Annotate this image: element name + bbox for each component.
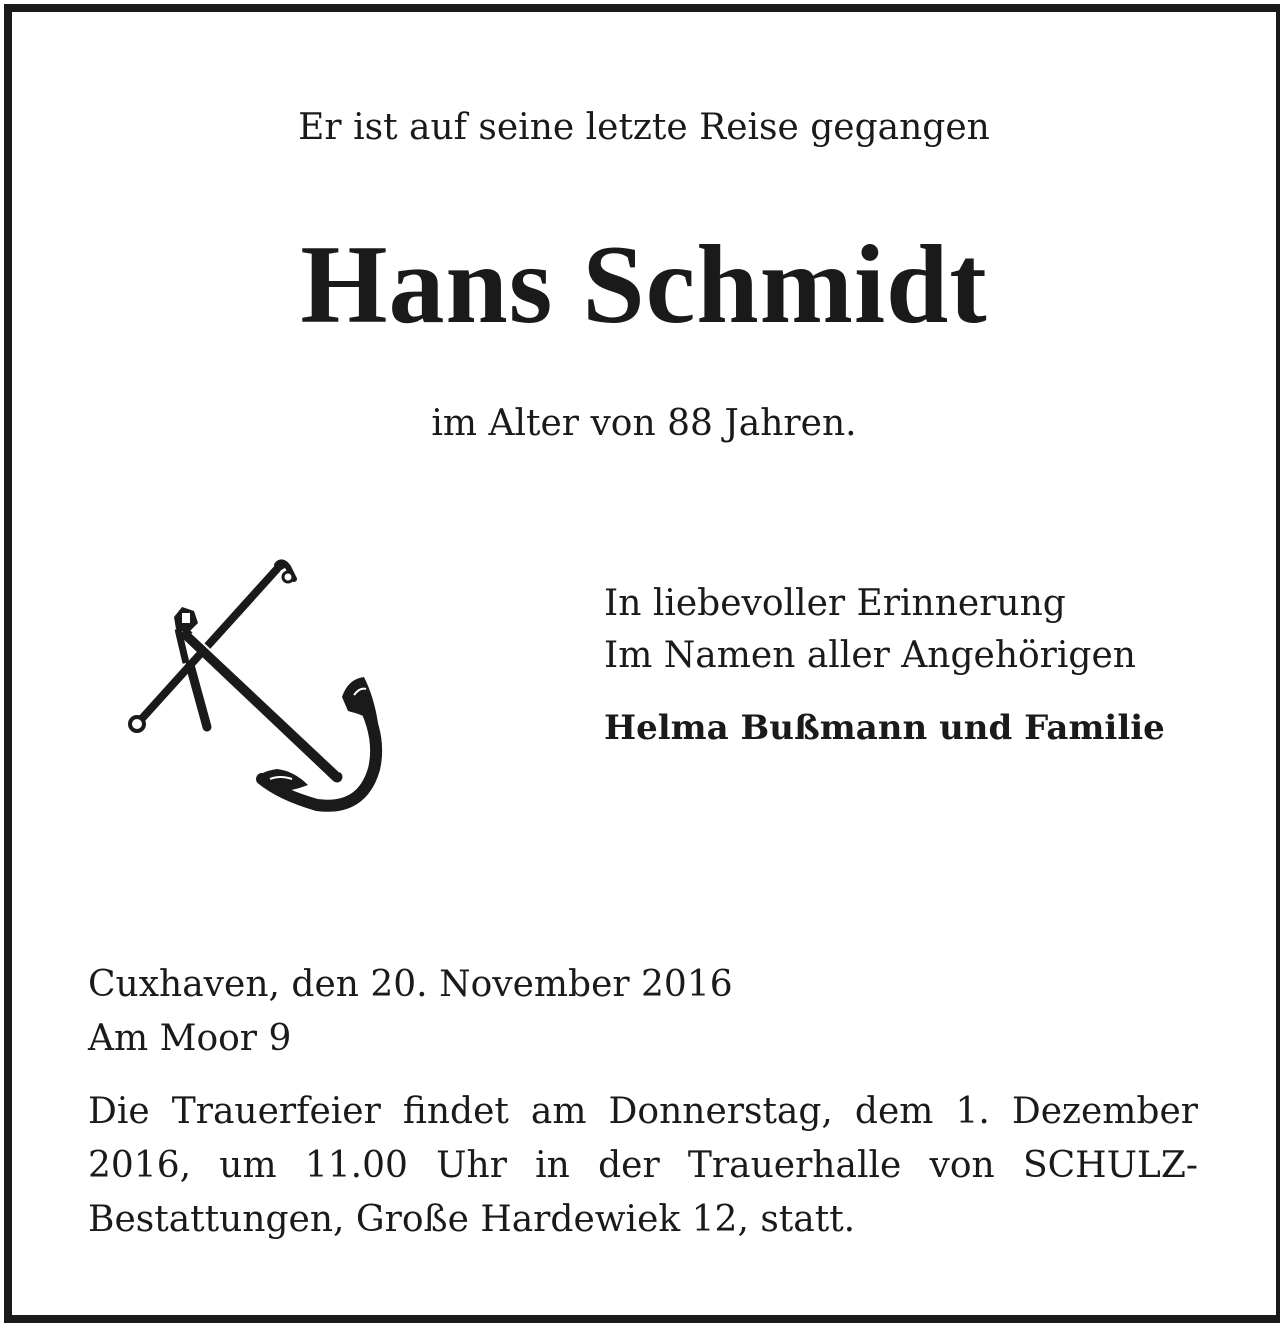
place-date-block (88, 958, 733, 1066)
intro-text: Er ist auf seine letzte Reise gegangen (298, 107, 990, 148)
remembrance-block (604, 578, 1244, 754)
funeral-info (88, 1085, 1198, 1247)
family-signature: Helma Bußmann und Familie (604, 708, 1165, 748)
remembrance-line: In liebevoller Erinnerung (604, 583, 1066, 624)
funeral-info-line: Bestattungen, Große Hardewiek 12, statt. (88, 1199, 856, 1240)
relatives-line: Im Namen aller Angehörigen (604, 635, 1136, 676)
age-text: im Alter von 88 Jahren. (431, 403, 857, 444)
place-date: Cuxhaven, den 20. November 2016 (88, 964, 733, 1005)
funeral-info-line: Die Trauerfeier findet am Donnerstag, dem 1. Dezember (88, 1091, 1198, 1132)
obituary-notice (4, 4, 1280, 1323)
address: Am Moor 9 (88, 1018, 292, 1059)
anchor-icon (112, 547, 412, 817)
funeral-info-line: 2016, um 11.00 Uhr in der Trauerhalle von SCHULZ- (88, 1145, 1198, 1186)
deceased-name: Hans Schmidt (300, 223, 988, 347)
